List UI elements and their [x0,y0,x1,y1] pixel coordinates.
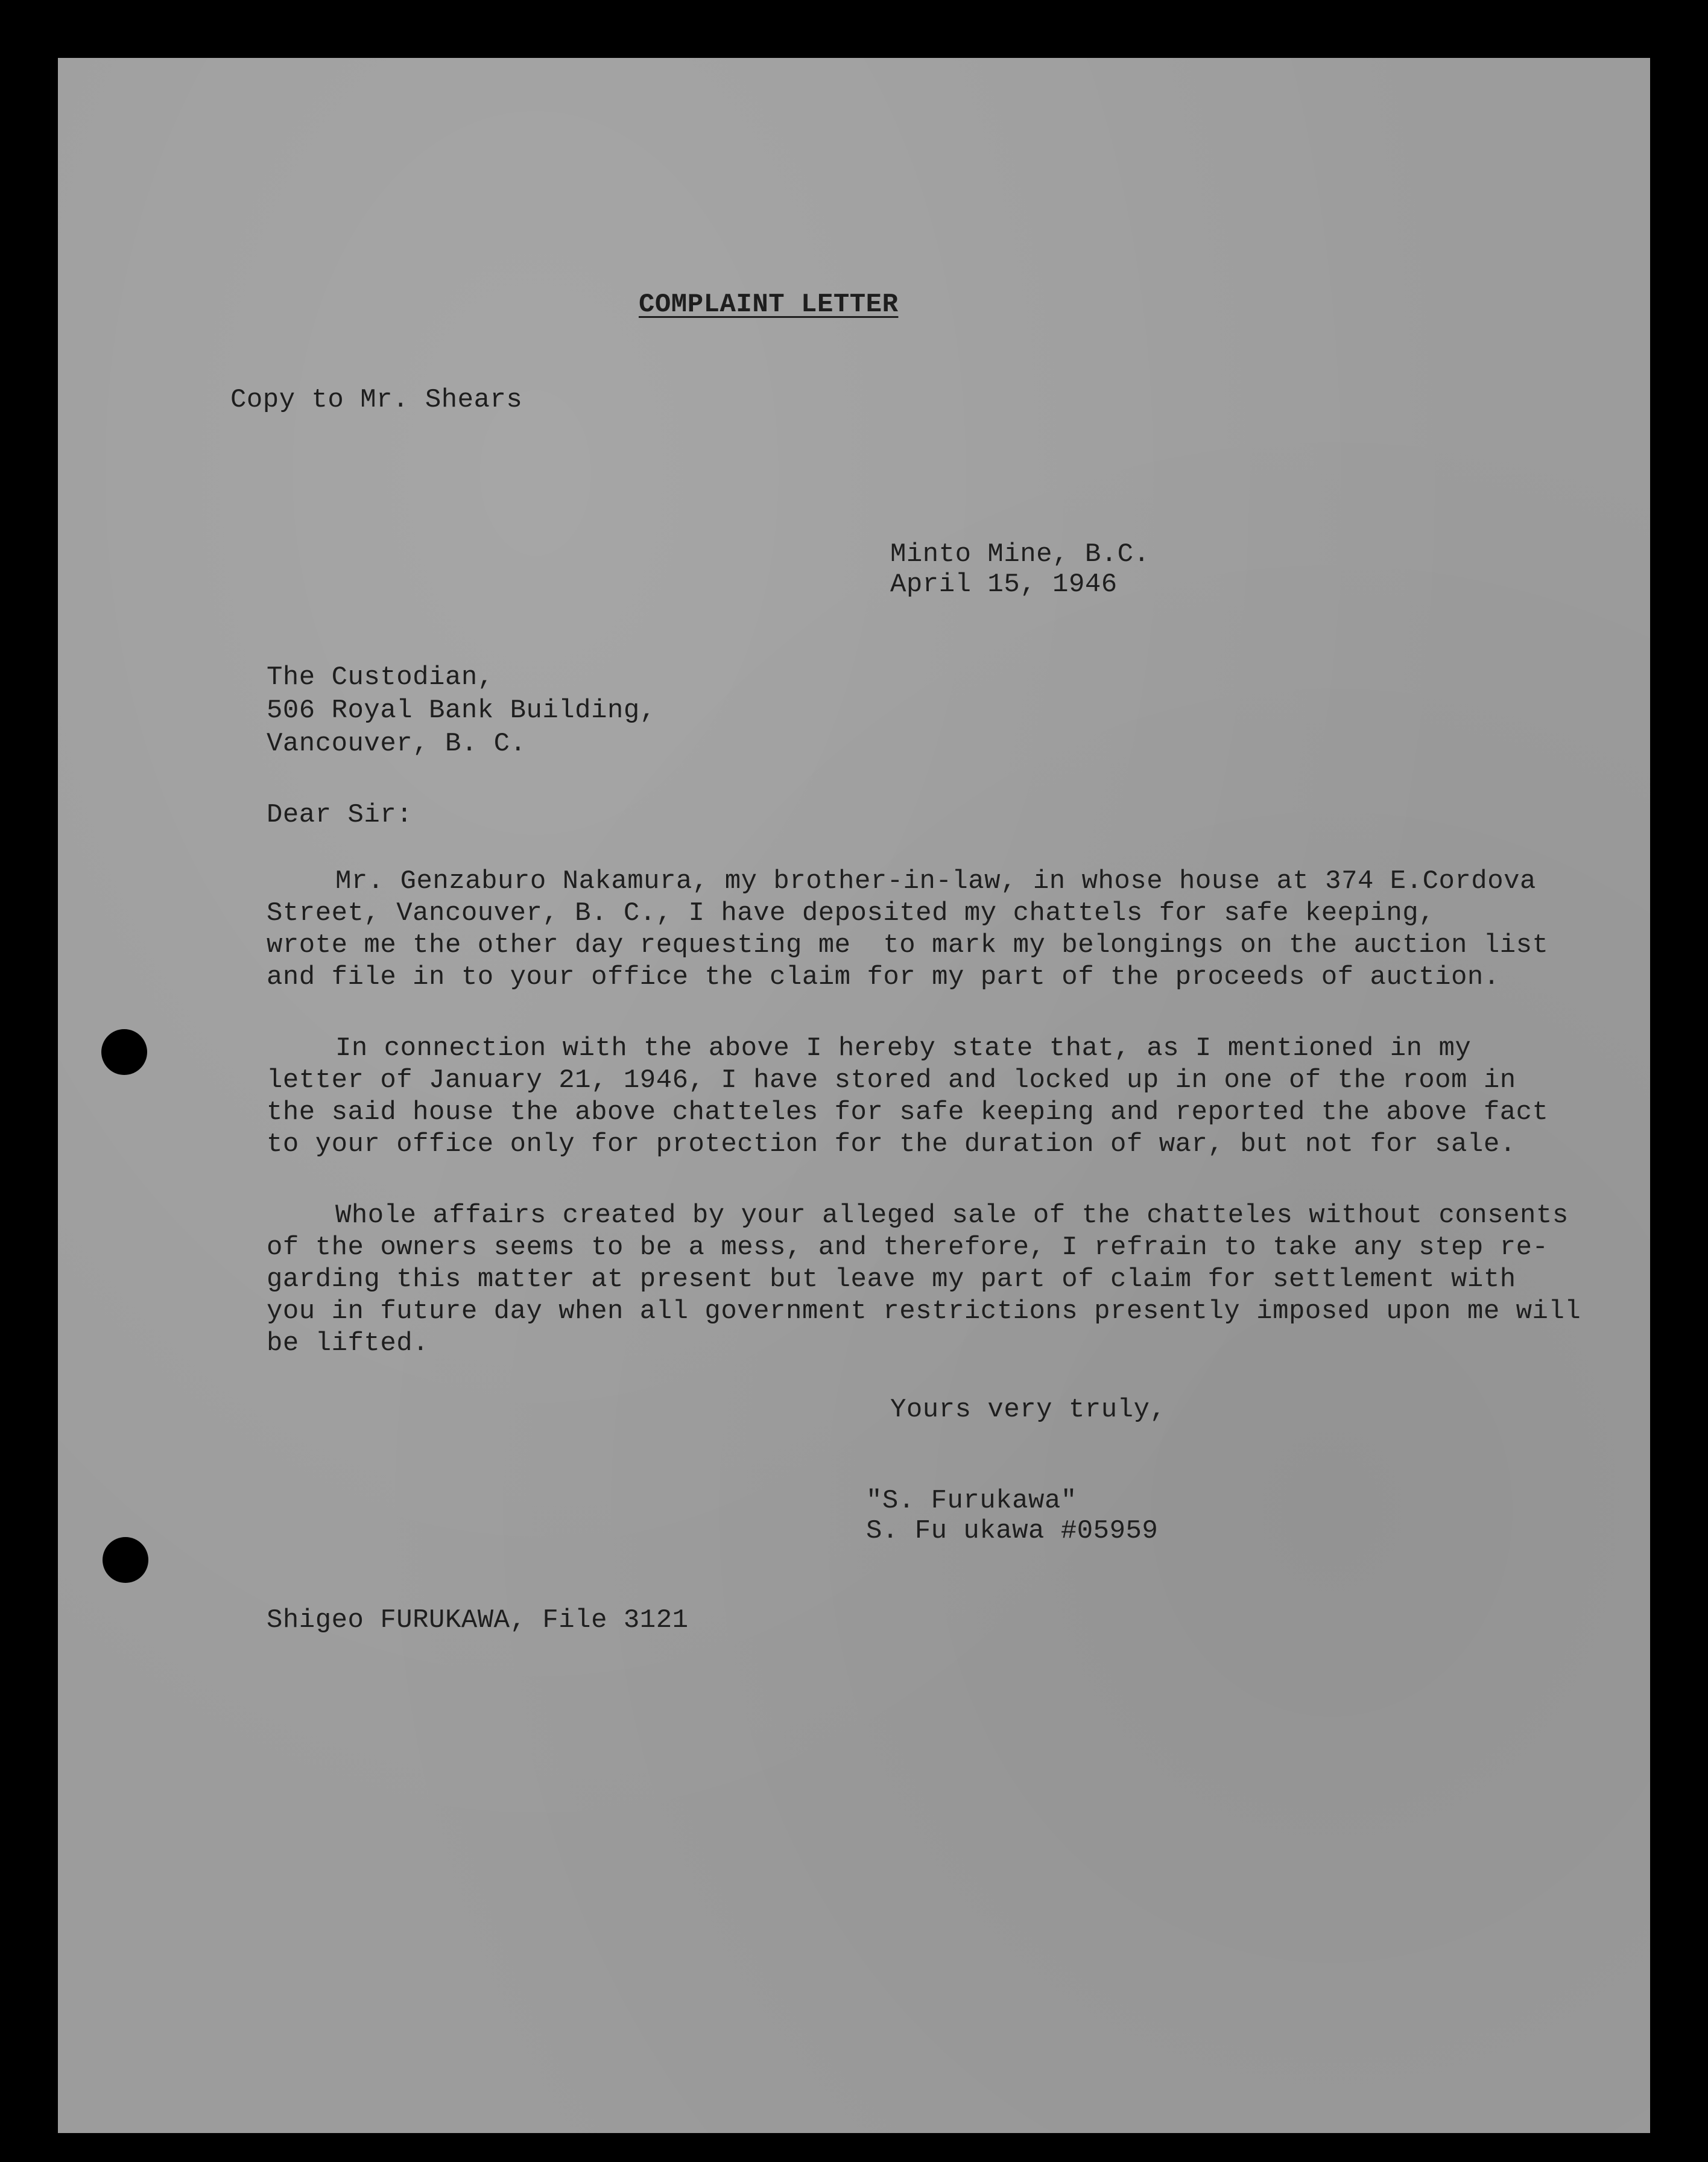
paragraph-line: to your office only for protection for the duration of war, but not for sale. [267,1129,1516,1159]
paragraph-line: In connection with the above I hereby state that, as I mentioned in my [335,1033,1472,1064]
paragraph-line: you in future day when all government restrictions presently imposed upon me will [267,1296,1581,1327]
paragraph-line: and file in to your office the claim for my part of the proceeds of auction. [267,962,1500,992]
salutation: Dear Sir: [267,800,413,830]
paragraph-line: Whole affairs created by your alleged sale of the chatteles without consents [335,1200,1569,1231]
paragraph-line: the said house the above chatteles for safe keeping and reported the above fact [267,1097,1549,1127]
paragraph-line: letter of January 21, 1946, I have stored and locked up in one of the room in [267,1065,1516,1095]
paragraph-line: wrote me the other day requesting me to mark my belongings on the auction list [267,930,1549,960]
recipient-line: Vancouver, B. C. [267,729,527,759]
closing: Yours very truly, [890,1395,1166,1425]
letter-paper [58,58,1650,2133]
date-line: April 15, 1946 [890,569,1118,600]
paragraph-line: Street, Vancouver, B. C., I have deposited my chattels for safe keeping, [267,898,1435,928]
punch-hole [101,1029,147,1075]
signature-quoted: "S. Furukawa" [866,1486,1077,1516]
recipient-line: 506 Royal Bank Building, [267,696,656,726]
paragraph-line: garding this matter at present but leave my part of claim for settlement with [267,1264,1516,1295]
paragraph-line: Mr. Genzaburo Nakamura, my brother-in-law, in whose house at 374 E.Cordova [335,866,1536,896]
signature-typed: S. Fu ukawa #05959 [866,1516,1159,1546]
paragraph-line: be lifted. [267,1328,429,1358]
letter-title: COMPLAINT LETTER [639,290,899,320]
paragraph-line: of the owners seems to be a mess, and therefore, I refrain to take any step re- [267,1232,1549,1263]
place-line: Minto Mine, B.C. [890,539,1150,569]
punch-hole [103,1537,148,1583]
file-reference: Shigeo FURUKAWA, File 3121 [267,1605,689,1635]
copy-line: Copy to Mr. Shears [230,385,523,415]
recipient-line: The Custodian, [267,662,494,693]
